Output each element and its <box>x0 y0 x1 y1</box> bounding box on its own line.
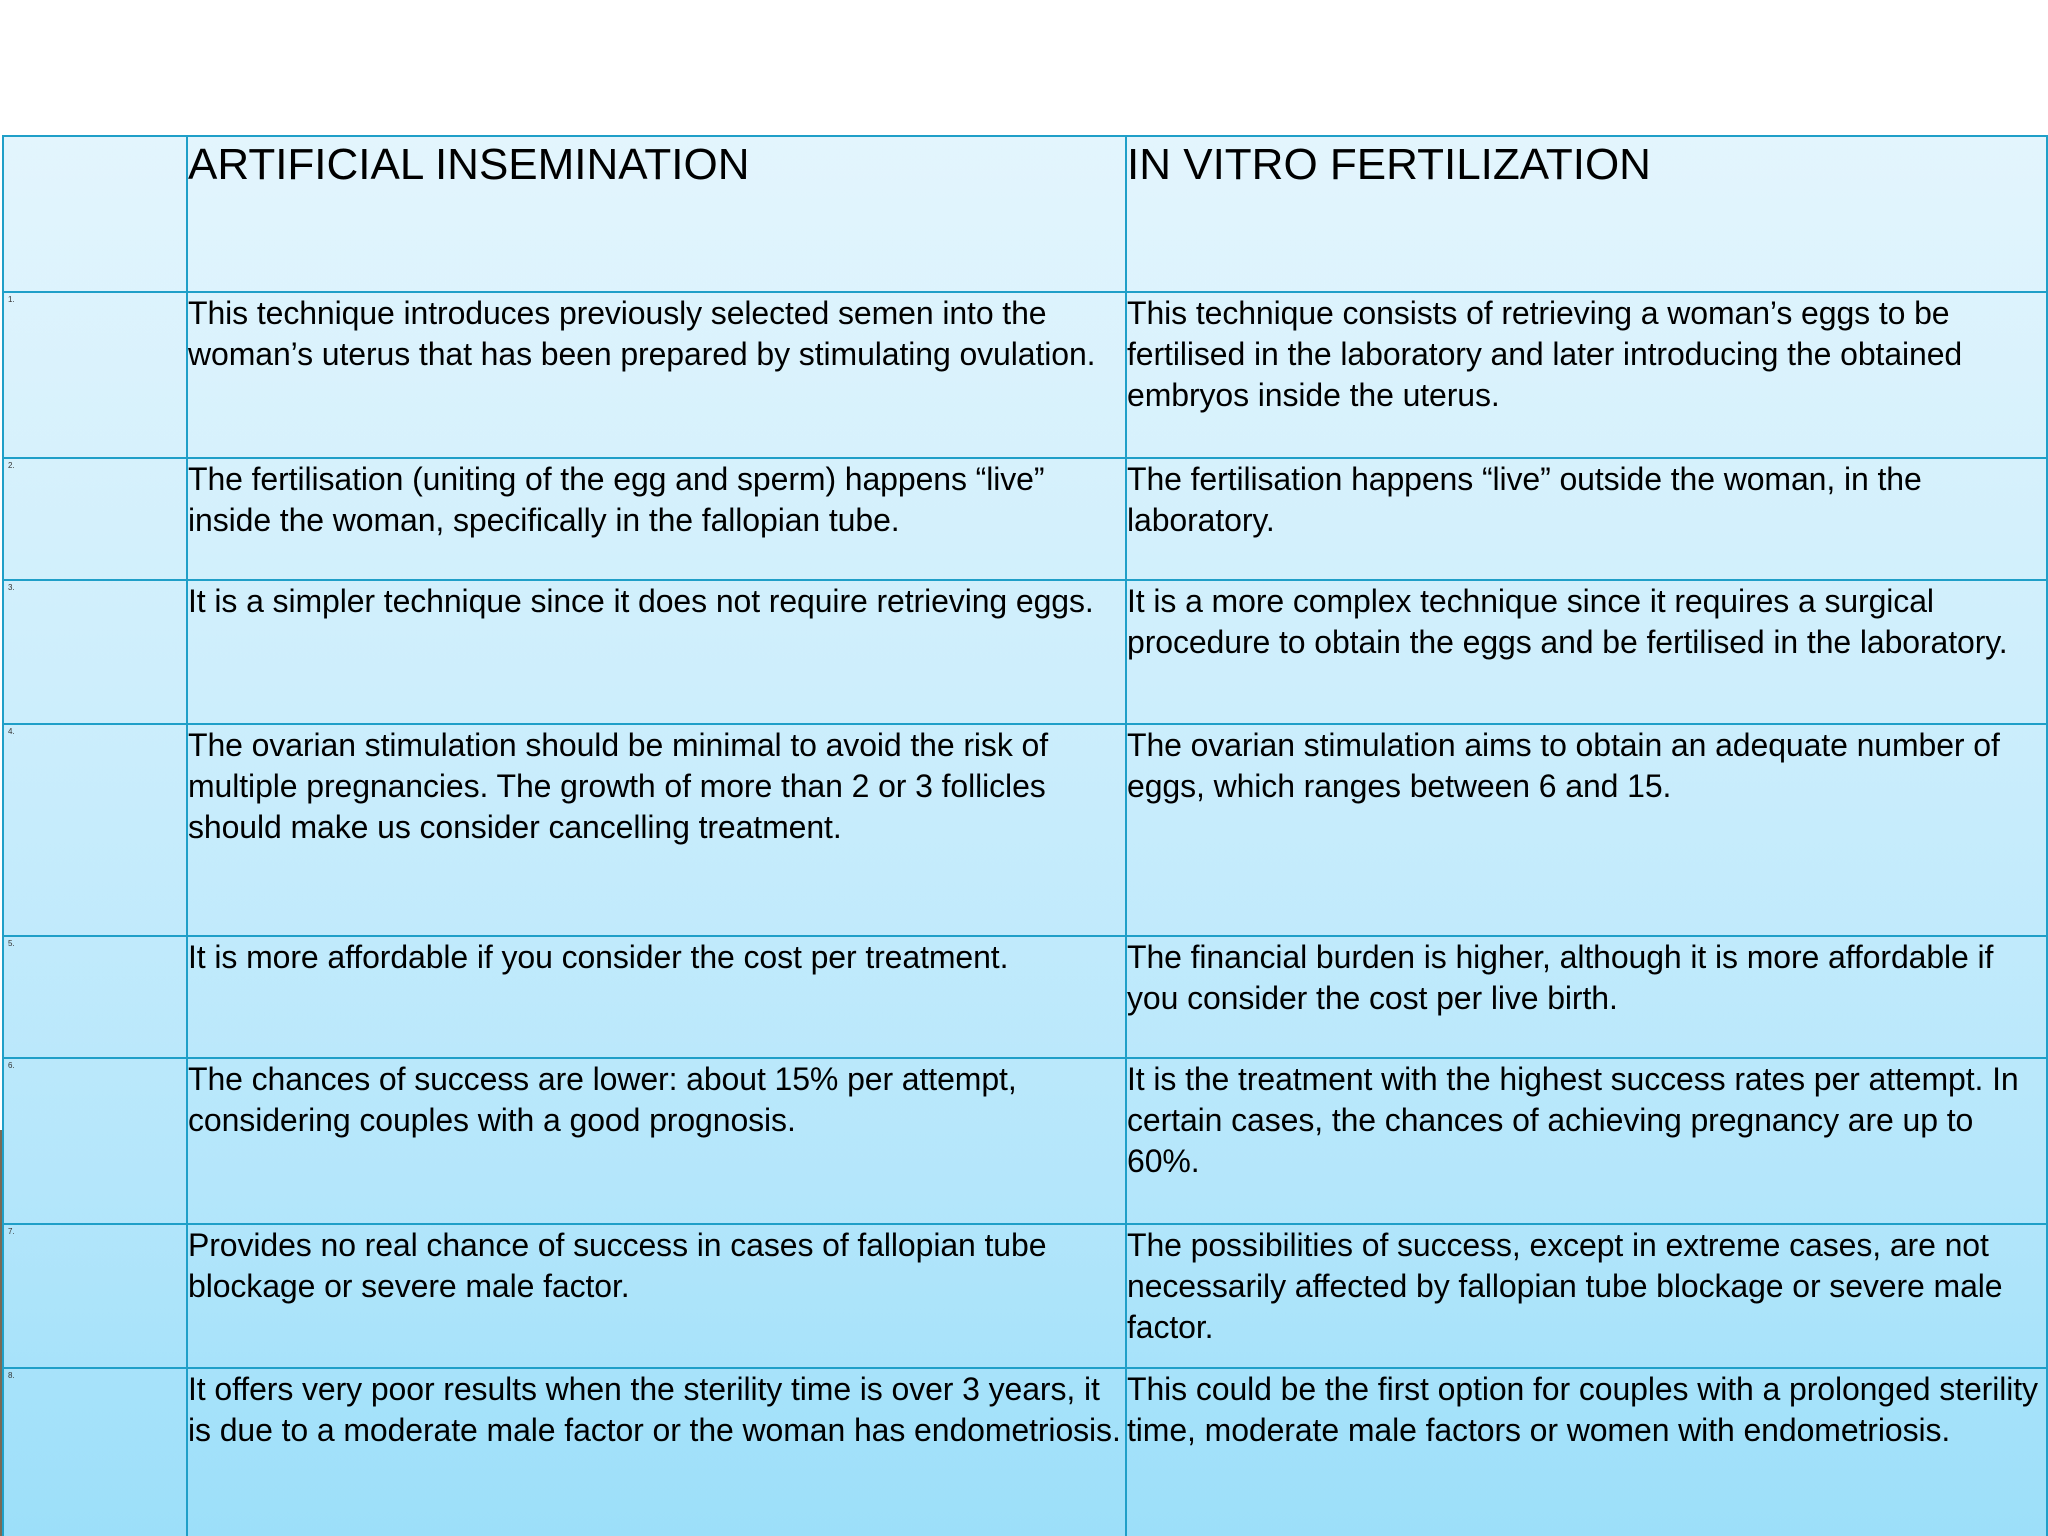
ai-cell: It is more affordable if you consider the cost per treatment. <box>187 936 1126 1058</box>
ivf-cell: The possibilities of success, except in extreme cases, are not necessarily affected by fallopian tube blockage or severe male factor. <box>1126 1224 2047 1368</box>
ivf-cell: The ovarian stimulation aims to obtain an adequate number of eggs, which ranges between 6 and 15. <box>1126 724 2047 936</box>
ai-cell: It offers very poor results when the sterility time is over 3 years, it is due to a moderate male factor or the woman has endometriosis. <box>187 1368 1126 1536</box>
header-artificial-insemination: ARTIFICIAL INSEMINATION <box>187 136 1126 292</box>
row-number-cell <box>3 292 187 458</box>
ivf-cell: It is the treatment with the highest success rates per attempt. In certain cases, the chances of achieving pregnancy are up to 60%. <box>1126 1058 2047 1224</box>
table-row <box>3 292 2047 458</box>
row-number-cell <box>3 1224 187 1368</box>
ivf-cell: This could be the first option for couples with a prolonged sterility time, moderate male factors or women with endometriosis. <box>1126 1368 2047 1536</box>
comparison-table <box>2 135 2048 1536</box>
table-row <box>3 1058 2047 1224</box>
header-in-vitro-fertilization: IN VITRO FERTILIZATION <box>1126 136 2047 292</box>
row-number-cell <box>3 580 187 724</box>
table-row <box>3 1224 2047 1368</box>
ivf-cell: This technique consists of retrieving a woman’s eggs to be fertilised in the laboratory and later introducing the obtained embryos inside the uterus. <box>1126 292 2047 458</box>
ai-cell: The ovarian stimulation should be minimal to avoid the risk of multiple pregnancies. The growth of more than 2 or 3 follicles should make us consider cancelling treatment. <box>187 724 1126 936</box>
row-number: 8. <box>8 1371 15 1380</box>
header-number-cell <box>3 136 187 292</box>
ai-cell: The chances of success are lower: about 15% per attempt, considering couples with a good prognosis. <box>187 1058 1126 1224</box>
table-row <box>3 458 2047 580</box>
row-number-cell <box>3 936 187 1058</box>
table-row <box>3 936 2047 1058</box>
ivf-cell: The financial burden is higher, although it is more affordable if you consider the cost per live birth. <box>1126 936 2047 1058</box>
ai-cell: Provides no real chance of success in cases of fallopian tube blockage or severe male factor. <box>187 1224 1126 1368</box>
row-number: 1. <box>8 295 15 304</box>
ivf-cell: The fertilisation happens “live” outside the woman, in the laboratory. <box>1126 458 2047 580</box>
table-row <box>3 580 2047 724</box>
ai-cell: The fertilisation (uniting of the egg and sperm) happens “live” inside the woman, specifically in the fallopian tube. <box>187 458 1126 580</box>
row-number-cell <box>3 1368 187 1536</box>
row-number-cell <box>3 724 187 936</box>
row-number-cell <box>3 1058 187 1224</box>
row-number: 5. <box>8 939 15 948</box>
table-row <box>3 724 2047 936</box>
row-number-cell <box>3 458 187 580</box>
row-number: 6. <box>8 1061 15 1070</box>
row-number: 3. <box>8 583 15 592</box>
row-number: 4. <box>8 727 15 736</box>
ai-cell: It is a simpler technique since it does not require retrieving eggs. <box>187 580 1126 724</box>
row-number: 7. <box>8 1227 15 1236</box>
ai-cell: This technique introduces previously selected semen into the woman’s uterus that has been prepared by stimulating ovulation. <box>187 292 1126 458</box>
header-row <box>3 136 2047 292</box>
table-row <box>3 1368 2047 1536</box>
row-number: 2. <box>8 461 15 470</box>
ivf-cell: It is a more complex technique since it requires a surgical procedure to obtain the eggs and be fertilised in the laboratory. <box>1126 580 2047 724</box>
